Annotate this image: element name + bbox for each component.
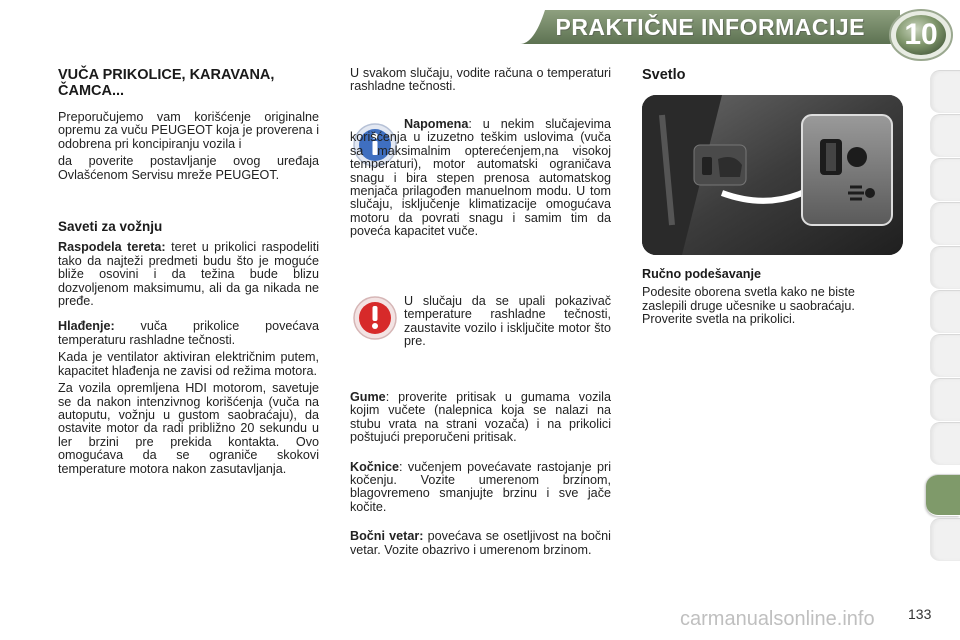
chapter-tab[interactable] bbox=[930, 246, 960, 290]
section-heading-towing: VUČA PRIKOLICE, KARAVANA, ČAMCA... bbox=[58, 67, 275, 99]
paragraph-cooling: Hlađenje: vuča prikolice povećava temperaturu rashladne tečnosti. bbox=[58, 319, 319, 347]
exclamation-icon bbox=[352, 295, 398, 341]
section-heading-lights: Svetlo bbox=[642, 67, 686, 83]
paragraph-crosswind: Bočni vetar: povećava se osetljivost na bočni vetar. Vozite obazrivo i umerenom brzinom. bbox=[350, 529, 611, 557]
section-heading-driving-tips: Saveti za vožnju bbox=[58, 219, 163, 235]
paragraph-brakes: Kočnice: vučenjem povećavate rastojanje pri kočenju. Vozite umerenom brzinom, blagovremeno smanjujte brzinu i sve jače kočite. bbox=[350, 459, 611, 514]
chapter-tabs bbox=[930, 70, 960, 570]
chapter-tab[interactable] bbox=[930, 114, 960, 158]
paragraph: da poverite postavljanje ovog uređaja Ovlašćenom Servisu mreže PEUGEOT. bbox=[58, 154, 319, 182]
chapter-tab[interactable] bbox=[930, 158, 960, 202]
page-number: 133 bbox=[908, 606, 932, 622]
chapter-tab[interactable] bbox=[930, 290, 960, 334]
headlamp-adjuster-illustration bbox=[642, 95, 903, 255]
paragraph: Za vozila opremljena HDI motorom, savetuje se da nakon intenzivnog korišćenja (vuča na autoputu, vožnju u gustom saobraćaju), da ostavite motor da radi približno 20 sekundu u ler brzini pre prekida kontakta. Ovo omogućava da se ograniče skokovi temperature motora nakon zasutavljanja. bbox=[58, 381, 319, 476]
watermark: carmanualsonline.info bbox=[680, 608, 875, 630]
paragraph-load-distribution: Raspodela tereta: teret u prikolici raspodeliti tako da najteži predmeti budu što je moguće bliže osovini i da težina bude blizu dozvoljenom maksimumu, ali da ga nikada ne pređe. bbox=[58, 240, 320, 309]
chapter-tab[interactable] bbox=[930, 70, 960, 114]
middle-column bbox=[350, 67, 611, 98]
chapter-tab[interactable] bbox=[930, 334, 960, 378]
paragraph: Podesite oborena svetla kako ne biste zaslepili druge učesnike u saobraćaju. Proverite svetla na prikolici. bbox=[642, 285, 855, 327]
warning-text: U slučaju da se upali pokazivač temperature rashladne tečnosti, zaustavite vozilo i isključite motor što pre. bbox=[404, 294, 611, 349]
dashboard-photo bbox=[642, 95, 903, 255]
paragraph-tyres: Gume: proverite pritisak u gumama vozila kojim vučete (nalepnica koja se nalazi na stubu vrata na strani vozača) i na prikolici poštujući preporučeni pritisak. bbox=[350, 390, 611, 445]
info-note bbox=[350, 118, 611, 243]
chapter-number: 10 bbox=[904, 18, 938, 51]
chapter-tab[interactable] bbox=[930, 518, 960, 562]
paragraph: Kada je ventilator aktiviran električnim putem, kapacitet hlađenja ne zavisi od režima motora. bbox=[58, 350, 319, 378]
chapter-tab[interactable] bbox=[930, 202, 960, 246]
right-column bbox=[642, 268, 903, 331]
chapter-tab-active[interactable] bbox=[926, 474, 960, 516]
section-subheading-manual-adjust: Ručno podešavanje bbox=[642, 267, 761, 281]
page-title: PRAKTIČNE INFORMACIJE bbox=[555, 14, 865, 40]
middle-lower bbox=[350, 391, 611, 561]
chapter-tab[interactable] bbox=[930, 422, 960, 466]
note-text: Napomena: u nekim slučajevima korišćenja u izuzetno teškim uslovima (vuča sa maksimalnim opterećenjem,na visokoj temperaturi), motor automatski ograničava snagu i bira stepen prenosa automatskog menjača prilagođen manuelnom modu. U tom slučaju, isključenje klimatizacije omogućava motoru da povrati snagu i samim tim da poveća kapacitet vuče. bbox=[350, 117, 611, 239]
left-column bbox=[58, 67, 319, 480]
chapter-tab[interactable] bbox=[930, 378, 960, 422]
paragraph: U svakom slučaju, vodite računa o temperaturi rashladne tečnosti. bbox=[350, 66, 611, 94]
paragraph: Preporučujemo vam korišćenje originalne opremu za vuču PEUGEOT koja je proverena i odobrena pri koncipiranju vozila i bbox=[58, 110, 319, 151]
